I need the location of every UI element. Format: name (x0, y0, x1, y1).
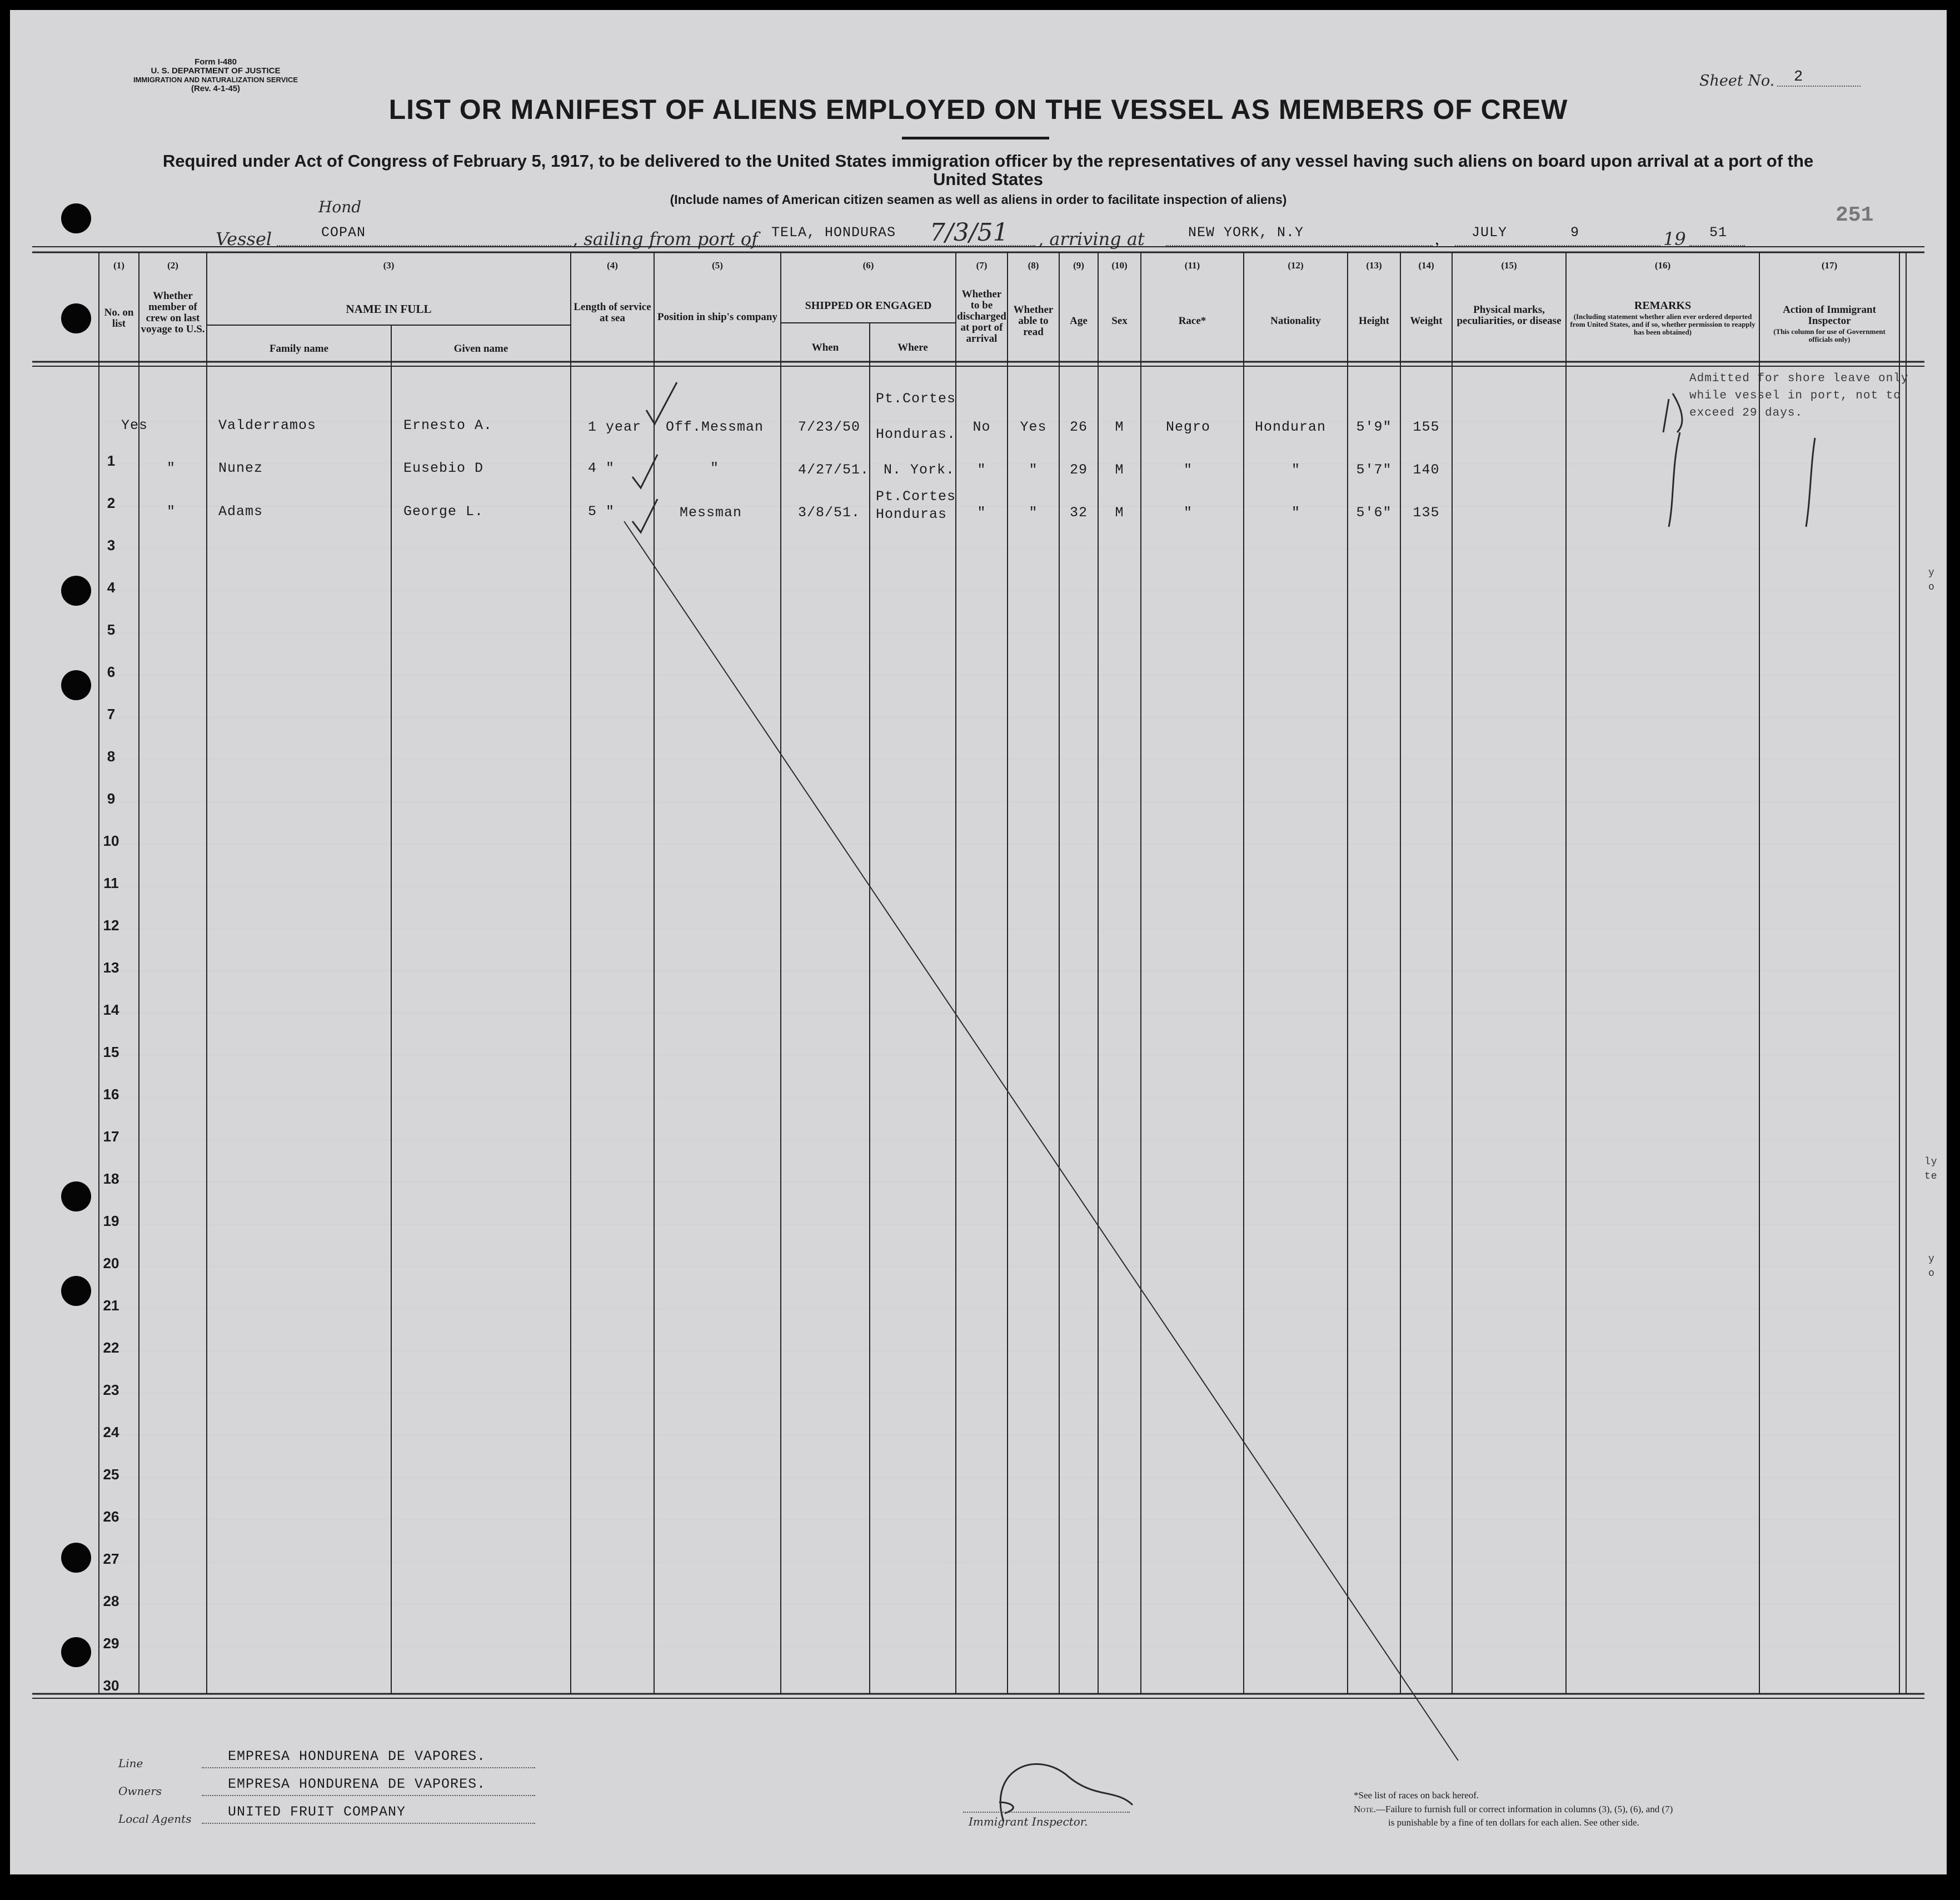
col-number: (10) (1111, 260, 1128, 271)
crew-length-of-service: 4 " (588, 460, 615, 476)
footer-agents-field (202, 1821, 535, 1824)
footer-note-label: Note. (1354, 1804, 1376, 1814)
header-no-on-list: No. on list (104, 307, 134, 330)
crew-shipped-when: 4/27/51. (798, 462, 870, 478)
row-number: 15 (103, 1044, 119, 1060)
sheet-no-value: 2 (1777, 69, 1861, 87)
crew-family-name: Nunez (218, 460, 263, 476)
crew-shipped-when: 3/8/51. (798, 505, 861, 521)
vessel-handwritten-note: Hond (318, 198, 362, 216)
header-action-of-inspector: Action of Immigrant Inspector (1783, 304, 1876, 327)
header-age: Age (1070, 315, 1088, 327)
crew-shipped-where: Pt.Cortes Honduras (876, 488, 956, 522)
crew-weight: 140 (1413, 462, 1440, 478)
row-number: 6 (107, 664, 116, 680)
crew-weight: 135 (1413, 505, 1440, 521)
page-title: LIST OR MANIFEST OF ALIENS EMPLOYED ON THE VESSEL AS MEMBERS OF CREW (388, 94, 1568, 125)
row-number: 26 (103, 1508, 119, 1525)
header-remarks-note: (Including statement whether alien ever ordered deported from United States, and if so, whether permission to reapply has been obtained) (1570, 312, 1755, 336)
crew-member-on-voyage: " (167, 460, 176, 476)
crew-able-to-read: " (1029, 462, 1038, 478)
crew-height: 5'7" (1356, 462, 1392, 478)
footer-agents-label: Local Agents (118, 1812, 192, 1826)
arriving-label: , arriving at (1038, 228, 1145, 250)
header-length-of-service: Length of service at sea (573, 301, 651, 324)
crew-discharged: " (977, 505, 986, 521)
crew-given-name: George L. (403, 503, 484, 520)
crew-shipped-when: 7/23/50 (798, 419, 861, 435)
row-number: 10 (103, 832, 119, 849)
header-height: Height (1359, 315, 1389, 327)
crew-family-name: Valderramos (218, 417, 317, 433)
header-weight: Weight (1410, 315, 1443, 327)
footer-note-text: —Failure to furnish full or correct information in columns (3), (5), (6), and (7) (1375, 1804, 1673, 1814)
col-number: (2) (167, 260, 178, 271)
col-number: (14) (1418, 260, 1434, 271)
crew-position: Messman (680, 505, 742, 521)
footer-agents-value: UNITED FRUIT COMPANY (228, 1804, 406, 1820)
inspector-signature-line (963, 1809, 1130, 1813)
footer-line-value: EMPRESA HONDURENA DE VAPORES. (228, 1748, 486, 1764)
inspector-label: Immigrant Inspector. (969, 1815, 1088, 1828)
header-shipped-or-engaged: SHIPPED OR ENGAGED (805, 300, 932, 312)
stamp-number: 251 (1836, 203, 1874, 227)
subtitle: Required under Act of Congress of February 5, 1917, to be delivered to the United States immigration officer by the representatives of any vessel having such aliens on board upon arrival at a port of the United States (162, 151, 1814, 189)
arrival-month: JULY (1472, 225, 1508, 241)
sailing-label: , sailing from port of (572, 228, 758, 250)
col-number: (4) (607, 260, 618, 271)
header-when: When (811, 342, 839, 353)
crew-sex: M (1115, 419, 1124, 435)
crew-length-of-service: 5 " (588, 503, 615, 520)
crew-race: Negro (1166, 419, 1211, 435)
crew-sex: M (1115, 505, 1124, 521)
manifest-sheet (10, 10, 1947, 1874)
crew-age: 32 (1069, 505, 1088, 521)
crew-nationality: " (1291, 505, 1301, 521)
row-number: 24 (103, 1424, 119, 1440)
form-revision: (Rev. 4-1-45) (191, 84, 241, 93)
crew-position: " (710, 460, 720, 476)
col-number: (16) (1654, 260, 1671, 271)
row-number: 8 (107, 748, 116, 765)
header-member-of-crew: Whether member of crew on last voyage to U.S. (141, 290, 205, 335)
row-number: 20 (103, 1255, 119, 1271)
row-number: 27 (103, 1550, 119, 1567)
comma: , (1435, 228, 1439, 248)
row-number: 3 (107, 537, 116, 553)
col-number: (12) (1288, 260, 1304, 271)
row-number: 23 (103, 1382, 119, 1398)
form-service: IMMIGRATION AND NATURALIZATION SERVICE (133, 76, 298, 84)
header-position: Position in ship's company (657, 311, 777, 323)
col-number: (13) (1366, 260, 1382, 271)
footer-owners-value: EMPRESA HONDURENA DE VAPORES. (228, 1776, 486, 1792)
footer-line-label: Line (118, 1757, 143, 1770)
crew-position: Off.Messman (666, 419, 764, 435)
row-number: 22 (103, 1339, 119, 1356)
col-number: (15) (1501, 260, 1517, 271)
footer-note-text-2: is punishable by a fine of ten dollars for each alien. See other side. (1388, 1817, 1639, 1828)
row-number: 11 (103, 875, 119, 891)
form-department: U. S. DEPARTMENT OF JUSTICE (151, 66, 281, 76)
crew-weight: 155 (1413, 419, 1440, 435)
header-physical-marks: Physical marks, peculiarities, or disease (1457, 304, 1562, 327)
sheet-no-label: Sheet No. (1699, 72, 1775, 89)
row-number: 9 (107, 790, 116, 807)
row-number: 18 (103, 1170, 119, 1187)
arrival-day: 9 (1570, 225, 1580, 241)
col-number: (3) (383, 260, 395, 271)
row-number: 1 (107, 452, 116, 469)
header-race: Race* (1178, 315, 1206, 327)
header-remarks: REMARKS (1634, 300, 1692, 312)
row-number: 17 (103, 1128, 119, 1145)
row-number: 7 (107, 706, 116, 722)
crew-discharged: " (977, 462, 986, 478)
sailing-date-handwritten: 7/3/51 (930, 218, 1009, 247)
vessel-label: Vessel (216, 228, 272, 250)
margin-fragment: y o (1928, 567, 1935, 593)
col-number: (5) (712, 260, 723, 271)
crew-race: " (1184, 505, 1193, 521)
header-given-name: Given name (453, 343, 508, 355)
crew-height: 5'6" (1356, 505, 1392, 521)
crew-race: " (1184, 462, 1193, 478)
crew-nationality: " (1291, 462, 1301, 478)
crew-length-of-service: 1 year (588, 419, 642, 435)
col-number: (6) (862, 260, 874, 271)
crew-family-name: Adams (218, 503, 263, 520)
arrival-year: 51 (1709, 225, 1728, 241)
footer-owners-label: Owners (118, 1784, 162, 1798)
col-number: (7) (976, 260, 988, 271)
footer-races-note: *See list of races on back hereof. (1354, 1790, 1479, 1801)
row-number: 19 (103, 1213, 119, 1229)
sailing-port: TELA, HONDURAS (771, 225, 896, 241)
header-name-in-full: NAME IN FULL (346, 302, 432, 316)
header-sex: Sex (1111, 315, 1128, 327)
header-where: Where (897, 342, 928, 353)
crew-given-name: Ernesto A. (403, 417, 493, 433)
remarks-text: Admitted for shore leave only while vessel in port, not to exceed 29 days. (1689, 372, 1909, 420)
row-number: 28 (103, 1593, 119, 1609)
crew-able-to-read: Yes (1020, 419, 1047, 435)
row-number: 14 (103, 1001, 119, 1018)
header-family-name: Family name (269, 343, 329, 355)
header-able-to-read: Whether able to read (1013, 304, 1054, 338)
crew-shipped-where: N. York. (884, 462, 955, 478)
form-number: Form I-480 (194, 57, 237, 67)
crew-member-on-voyage: Yes (121, 417, 148, 433)
row-number: 21 (103, 1297, 119, 1314)
subtitle-note: (Include names of American citizen seamen as well as aliens in order to facilitate inspection of aliens) (670, 192, 1287, 207)
crew-nationality: Honduran (1255, 419, 1326, 435)
header-nationality: Nationality (1270, 315, 1321, 327)
footer-warning (1354, 1804, 1865, 1815)
row-number: 4 (107, 579, 116, 596)
col-number: (11) (1184, 260, 1200, 271)
year-prefix: 19 (1663, 228, 1686, 250)
footer-line-field (202, 1765, 535, 1768)
header-action-note: (This column for use of Government officials only) (1773, 327, 1886, 343)
row-number: 13 (103, 959, 119, 976)
row-number: 5 (107, 621, 116, 638)
crew-member-on-voyage: " (167, 503, 176, 520)
row-number: 25 (103, 1466, 119, 1483)
col-number: (8) (1028, 260, 1039, 271)
col-number: (9) (1073, 260, 1084, 271)
row-number: 12 (103, 917, 119, 934)
footer-owners-field (202, 1793, 535, 1796)
crew-age: 26 (1069, 419, 1088, 435)
row-number: 2 (107, 495, 116, 511)
crew-age: 29 (1069, 462, 1088, 478)
row-number: 30 (103, 1677, 119, 1694)
crew-height: 5'9" (1356, 419, 1392, 435)
crew-shipped-where: Pt.Cortes Honduras. (876, 391, 956, 442)
crew-given-name: Eusebio D (403, 460, 484, 476)
margin-fragment: ly te (1924, 1156, 1938, 1182)
header-discharged: Whether to be discharged at port of arrival (957, 288, 1006, 345)
vessel-name: COPAN (321, 225, 366, 241)
crew-sex: M (1115, 462, 1124, 478)
row-number: 29 (103, 1635, 119, 1652)
col-number: (1) (113, 260, 124, 271)
margin-fragment: y o (1928, 1254, 1935, 1279)
col-number: (17) (1821, 260, 1838, 271)
arriving-port: NEW YORK, N.Y (1188, 225, 1304, 241)
crew-discharged: No (972, 419, 991, 435)
crew-able-to-read: " (1029, 505, 1038, 521)
row-number: 16 (103, 1086, 119, 1103)
